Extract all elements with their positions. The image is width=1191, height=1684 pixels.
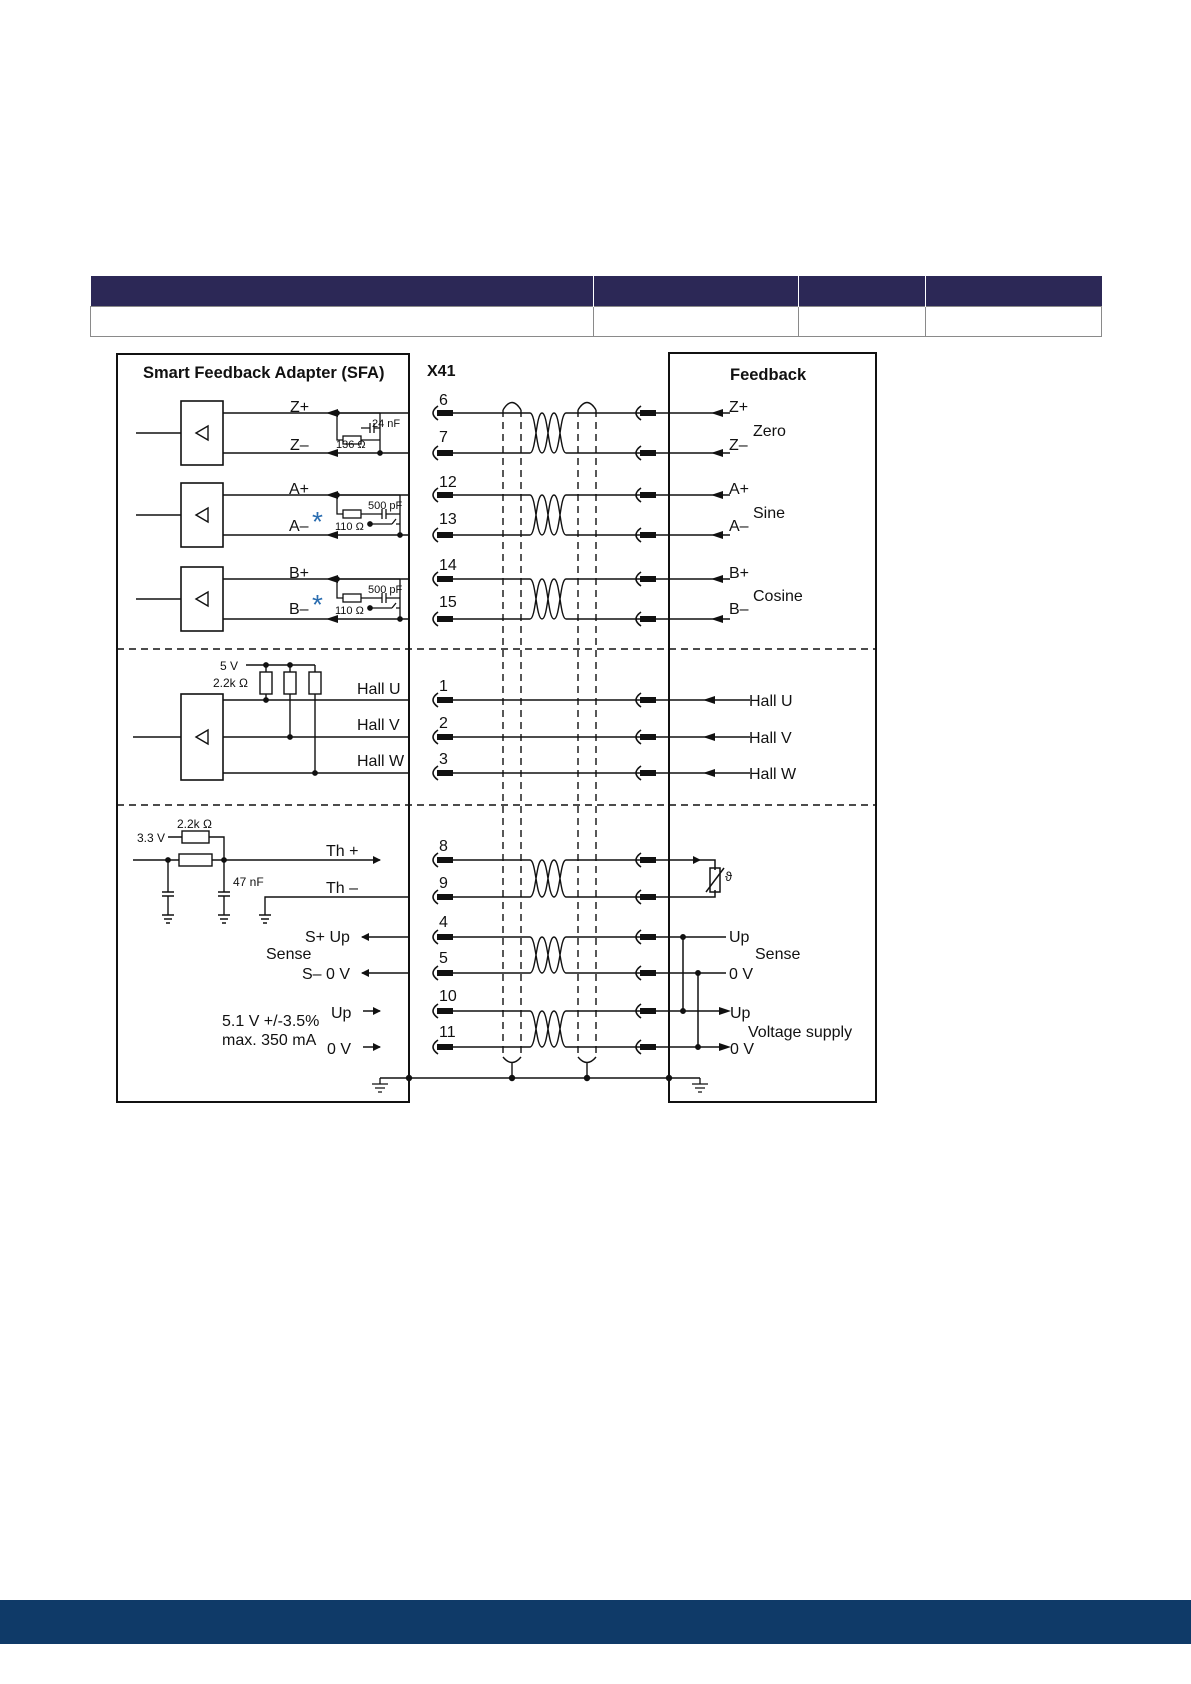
signal-label: Up	[331, 1005, 352, 1022]
twisted-pair-icon	[530, 937, 566, 973]
signal-label: B–	[729, 601, 749, 618]
signal-label: Th +	[326, 843, 359, 860]
signal-label: Z+	[290, 399, 310, 416]
pin-number: 15	[439, 594, 457, 611]
group-label: Voltage supply	[748, 1024, 853, 1041]
supply-spec: 5.1 V +/-3.5%	[222, 1013, 320, 1030]
triangle-icon	[196, 592, 208, 606]
pin-number: 8	[439, 838, 448, 855]
pin-number: 3	[439, 751, 448, 768]
pin-number: 7	[439, 429, 448, 446]
signal-label: B–	[289, 601, 309, 618]
receiver-block	[181, 694, 223, 780]
ground-icon	[692, 1078, 708, 1092]
receiver-block	[181, 483, 223, 547]
pin-number: 10	[439, 988, 457, 1005]
cable-shield	[578, 410, 596, 1057]
feedback-box	[669, 353, 876, 1102]
twisted-pair-icon	[530, 860, 566, 897]
supply-label: 3.3 V	[137, 831, 166, 845]
component-value: 500 pF	[368, 584, 403, 596]
group-label: Sine	[753, 505, 786, 522]
asterisk-icon: *	[312, 589, 323, 620]
shield-tail	[503, 1057, 596, 1078]
component-value: 24 nF	[372, 418, 401, 430]
twisted-pair-icon	[530, 1011, 566, 1047]
triangle-icon	[196, 426, 208, 440]
group-label: Cosine	[753, 588, 803, 605]
pin-number: 14	[439, 557, 457, 574]
asterisk-icon: *	[312, 506, 323, 537]
theta-icon: ϑ	[725, 869, 733, 884]
signal-label: Hall U	[749, 693, 793, 710]
component-value: 2.2k Ω	[213, 676, 248, 690]
signal-label: A–	[289, 518, 309, 535]
twisted-pair-icon	[530, 495, 566, 535]
component-value: 500 pF	[368, 500, 403, 512]
ground-icon	[372, 1078, 388, 1092]
triangle-icon	[196, 730, 208, 744]
signal-label: B+	[289, 565, 310, 582]
signal-label: S+ Up	[305, 929, 350, 946]
signal-label: A–	[729, 518, 749, 535]
signal-label: A+	[289, 481, 310, 498]
signal-label: 0 V	[730, 1041, 755, 1058]
signal-label: B+	[729, 565, 750, 582]
signal-label: 0 V	[729, 966, 754, 983]
signal-label: Hall V	[749, 730, 792, 747]
supply-label: 5 V	[220, 659, 239, 673]
signal-label: S– 0 V	[302, 966, 351, 983]
cable-shield	[503, 410, 521, 1057]
component-value: 110 Ω	[335, 605, 364, 617]
receiver-block	[181, 401, 223, 465]
pin-number: 11	[439, 1024, 456, 1041]
signal-label: Z+	[729, 399, 749, 416]
signal-label: Hall V	[357, 717, 400, 734]
pin-number: 4	[439, 914, 448, 931]
connector-label: X41	[427, 363, 456, 380]
pin-number: 1	[439, 678, 448, 695]
signal-label: Th –	[326, 880, 359, 897]
signal-label: 0 V	[327, 1041, 352, 1058]
pin-number: 13	[439, 511, 457, 528]
group-label: Zero	[753, 423, 786, 440]
feedback-title: Feedback	[730, 366, 807, 384]
signal-label: Z–	[290, 437, 309, 454]
footer-band	[0, 1600, 1191, 1644]
component-value: 136 Ω	[336, 439, 366, 451]
twisted-pair-icon	[530, 579, 566, 619]
component-value: 47 nF	[233, 875, 264, 889]
component-value: 2.2k Ω	[177, 817, 212, 831]
signal-label: Hall U	[357, 681, 401, 698]
sfa-title: Smart Feedback Adapter (SFA)	[143, 364, 385, 382]
pin-number: 9	[439, 875, 448, 892]
pin-number: 12	[439, 474, 457, 491]
shield-cap	[503, 403, 596, 411]
signal-label: Up	[730, 1005, 751, 1022]
signal-label: Sense	[266, 946, 312, 963]
signal-label: Z–	[729, 437, 748, 454]
pin-number: 5	[439, 950, 448, 967]
signal-label: A+	[729, 481, 750, 498]
pin-number: 6	[439, 392, 448, 409]
twisted-pair-icon	[530, 413, 566, 453]
supply-spec: max. 350 mA	[222, 1032, 317, 1049]
receiver-block	[181, 567, 223, 631]
triangle-icon	[196, 508, 208, 522]
signal-label: Hall W	[357, 753, 405, 770]
pin-number: 2	[439, 715, 448, 732]
component-value: 110 Ω	[335, 521, 364, 533]
group-label: Sense	[755, 946, 801, 963]
signal-label: Up	[729, 929, 750, 946]
signal-label: Hall W	[749, 766, 797, 783]
